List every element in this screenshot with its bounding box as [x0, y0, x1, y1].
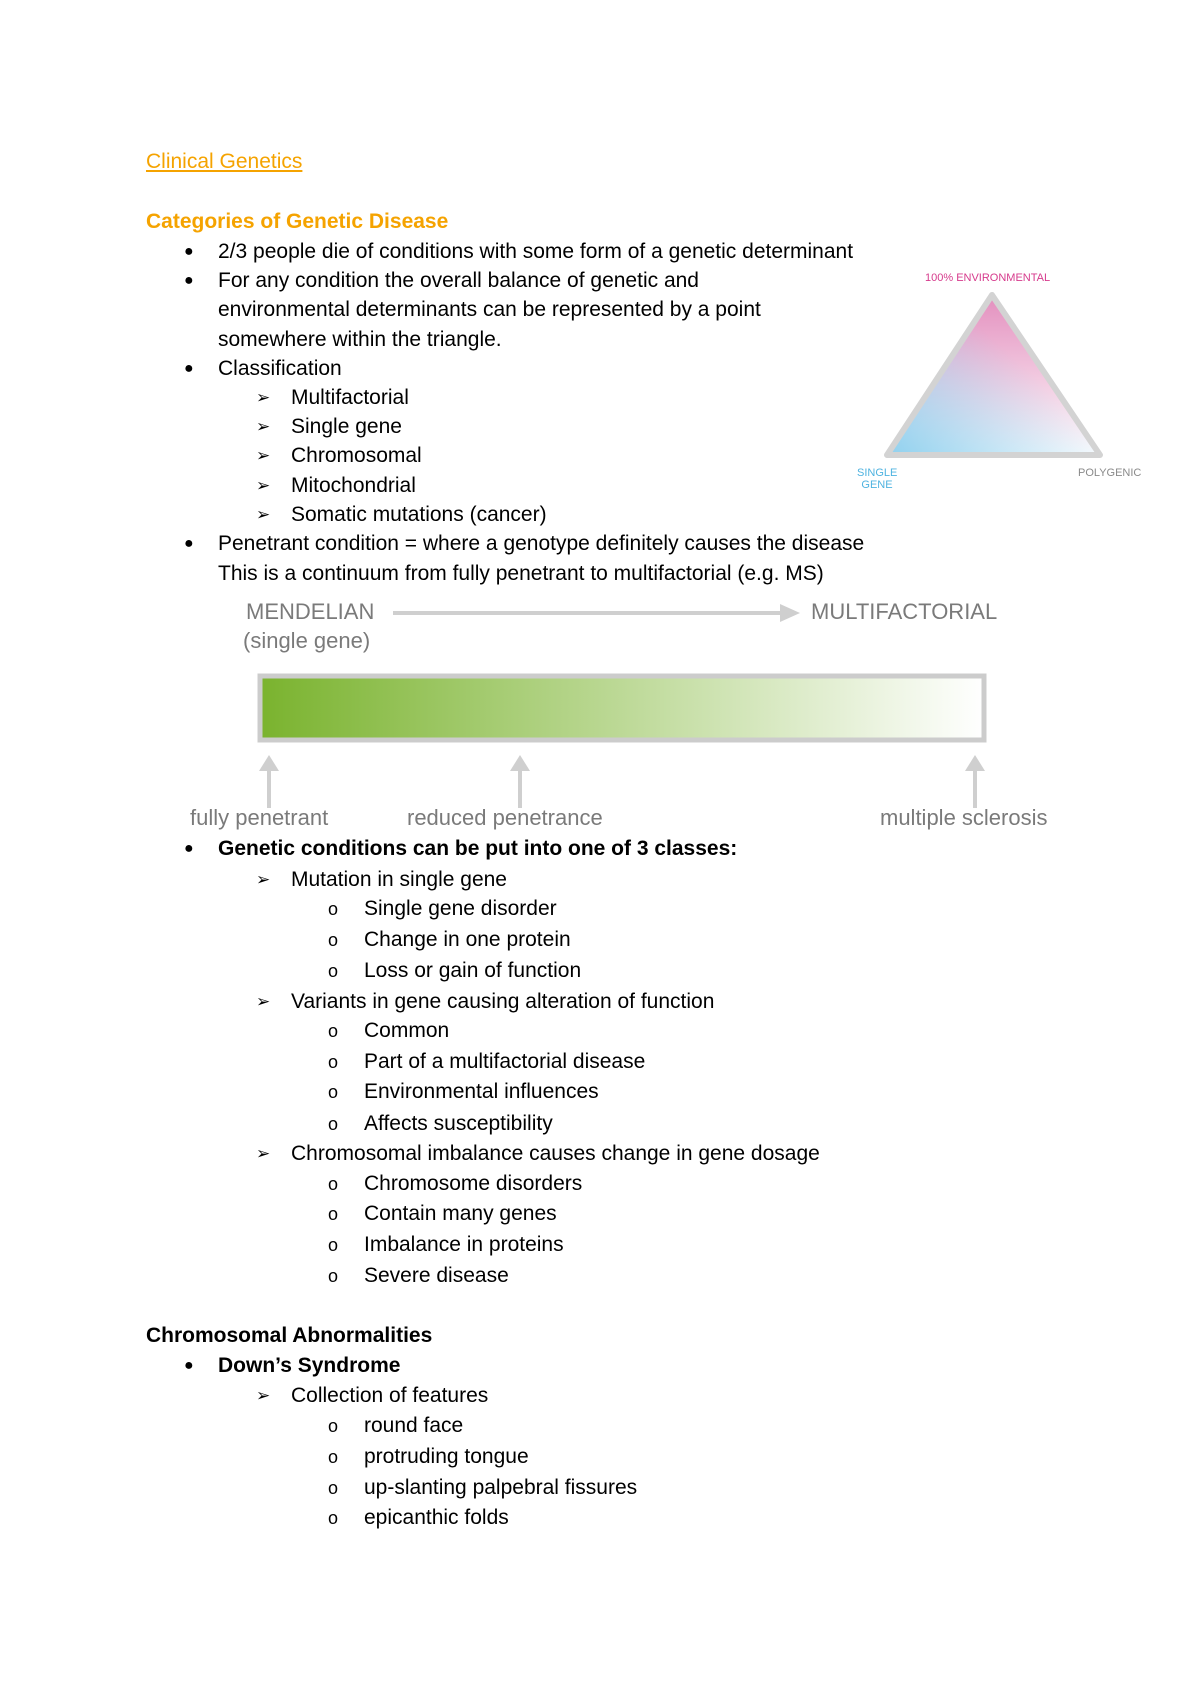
class-item: Chromosomal [291, 444, 422, 467]
bullet-text-balance-line2: environmental determinants can be represented by a point [218, 298, 761, 321]
marker-label-multiple-sclerosis: multiple sclerosis [880, 805, 1048, 830]
triangle-graphic [855, 270, 1155, 495]
class-heading-single-gene: Mutation in single gene [291, 868, 507, 891]
sub-item: Change in one protein [364, 928, 571, 951]
circle-bullet-icon: o [328, 1235, 339, 1255]
bullet-icon: ● [184, 840, 194, 857]
spectrum-label-single-gene: (single gene) [243, 628, 371, 653]
arrow-bullet-icon: ➢ [256, 388, 271, 407]
circle-bullet-icon: o [328, 1478, 339, 1498]
triangle-label-environmental: 100% ENVIRONMENTAL [925, 272, 1051, 284]
circle-bullet-icon: o [328, 899, 339, 919]
sub-item: Environmental influences [364, 1080, 599, 1103]
bullet-icon: ● [184, 535, 194, 552]
sub-item: Affects susceptibility [364, 1112, 553, 1135]
circle-bullet-icon: o [328, 1174, 339, 1194]
sub-item: Common [364, 1019, 450, 1042]
class-item: Multifactorial [291, 386, 409, 409]
arrow-bullet-icon: ➢ [256, 1144, 271, 1163]
bullet-icon: ● [184, 243, 194, 260]
circle-bullet-icon: o [328, 1508, 339, 1528]
sub-item: Chromosome disorders [364, 1172, 583, 1195]
bullet-icon: ● [184, 360, 194, 377]
circle-bullet-icon: o [328, 961, 339, 981]
arrow-bullet-icon: ➢ [256, 870, 271, 889]
marker-arrow-multiple-sclerosis [965, 755, 985, 808]
class-heading-variants: Variants in gene causing alteration of function [291, 990, 715, 1013]
feature-item: up-slanting palpebral fissures [364, 1476, 638, 1499]
circle-bullet-icon: o [328, 1447, 339, 1467]
bullet-text-penetrant: Penetrant condition = where a genotype definitely causes the disease [218, 532, 865, 555]
spectrum-graphic [180, 595, 1080, 830]
bullet-text-downs-syndrome: Down’s Syndrome [218, 1354, 401, 1377]
marker-label-reduced-penetrance: reduced penetrance [407, 805, 603, 830]
spectrum-label-multifactorial: MULTIFACTORIAL [811, 599, 998, 624]
class-item: Mitochondrial [291, 474, 416, 497]
feature-item: epicanthic folds [364, 1506, 509, 1529]
class-heading-chromosomal: Chromosomal imbalance causes change in gene dosage [291, 1142, 820, 1165]
section-heading-categories: Categories of Genetic Disease [146, 210, 449, 233]
sub-item: Single gene disorder [364, 897, 557, 920]
document-title: Clinical Genetics [146, 150, 303, 173]
spectrum-label-mendelian: MENDELIAN [246, 599, 375, 624]
bullet-icon: ● [184, 272, 194, 289]
triangle-label-polygenic: POLYGENIC [1078, 467, 1142, 479]
sub-item: Loss or gain of function [364, 959, 582, 982]
triangle-blue-fill [887, 295, 1100, 455]
arrow-bullet-icon: ➢ [256, 476, 271, 495]
circle-bullet-icon: o [328, 1114, 339, 1134]
bullet-text-classification: Classification [218, 357, 342, 380]
marker-arrow-fully-penetrant [259, 755, 279, 808]
penetrance-spectrum-figure [180, 595, 1080, 830]
marker-label-fully-penetrant: fully penetrant [190, 805, 329, 830]
spectrum-arrow-right [393, 604, 800, 622]
circle-bullet-icon: o [328, 1052, 339, 1072]
circle-bullet-icon: o [328, 1204, 339, 1224]
bullet-text-balance-line1: For any condition the overall balance of genetic and [218, 269, 699, 292]
circle-bullet-icon: o [328, 930, 339, 950]
class-item: Somatic mutations (cancer) [291, 503, 547, 526]
circle-bullet-icon: o [328, 1416, 339, 1436]
sub-item: Part of a multifactorial disease [364, 1050, 646, 1073]
circle-bullet-icon: o [328, 1082, 339, 1102]
circle-bullet-icon: o [328, 1266, 339, 1286]
bullet-text-balance-line3: somewhere within the triangle. [218, 328, 502, 351]
marker-arrow-reduced-penetrance [510, 755, 530, 808]
genetic-environment-triangle [855, 270, 1155, 495]
spectrum-gradient-bar [260, 676, 984, 740]
arrow-bullet-icon: ➢ [256, 1386, 271, 1405]
sub-item: Severe disease [364, 1264, 509, 1287]
bullet-text-genetic-determinant: 2/3 people die of conditions with some form of a genetic determinant [218, 240, 854, 263]
section-heading-chromosomal-abnormalities: Chromosomal Abnormalities [146, 1324, 433, 1347]
bullet-icon: ● [184, 1357, 194, 1374]
bullet-text-three-classes: Genetic conditions can be put into one of 3 classes: [218, 837, 738, 860]
class-item: Single gene [291, 415, 402, 438]
feature-item: protruding tongue [364, 1445, 529, 1468]
sub-item: Imbalance in proteins [364, 1233, 564, 1256]
arrow-bullet-icon: ➢ [256, 417, 271, 436]
arrow-bullet-icon: ➢ [256, 992, 271, 1011]
arrow-bullet-icon: ➢ [256, 505, 271, 524]
features-heading: Collection of features [291, 1384, 489, 1407]
triangle-label-single: SINGLE [857, 467, 898, 479]
arrow-bullet-icon: ➢ [256, 446, 271, 465]
triangle-label-gene: GENE [861, 479, 893, 491]
bullet-text-continuum: This is a continuum from fully penetrant to multifactorial (e.g. MS) [218, 562, 824, 585]
feature-item: round face [364, 1414, 464, 1437]
sub-item: Contain many genes [364, 1202, 557, 1225]
circle-bullet-icon: o [328, 1021, 339, 1041]
